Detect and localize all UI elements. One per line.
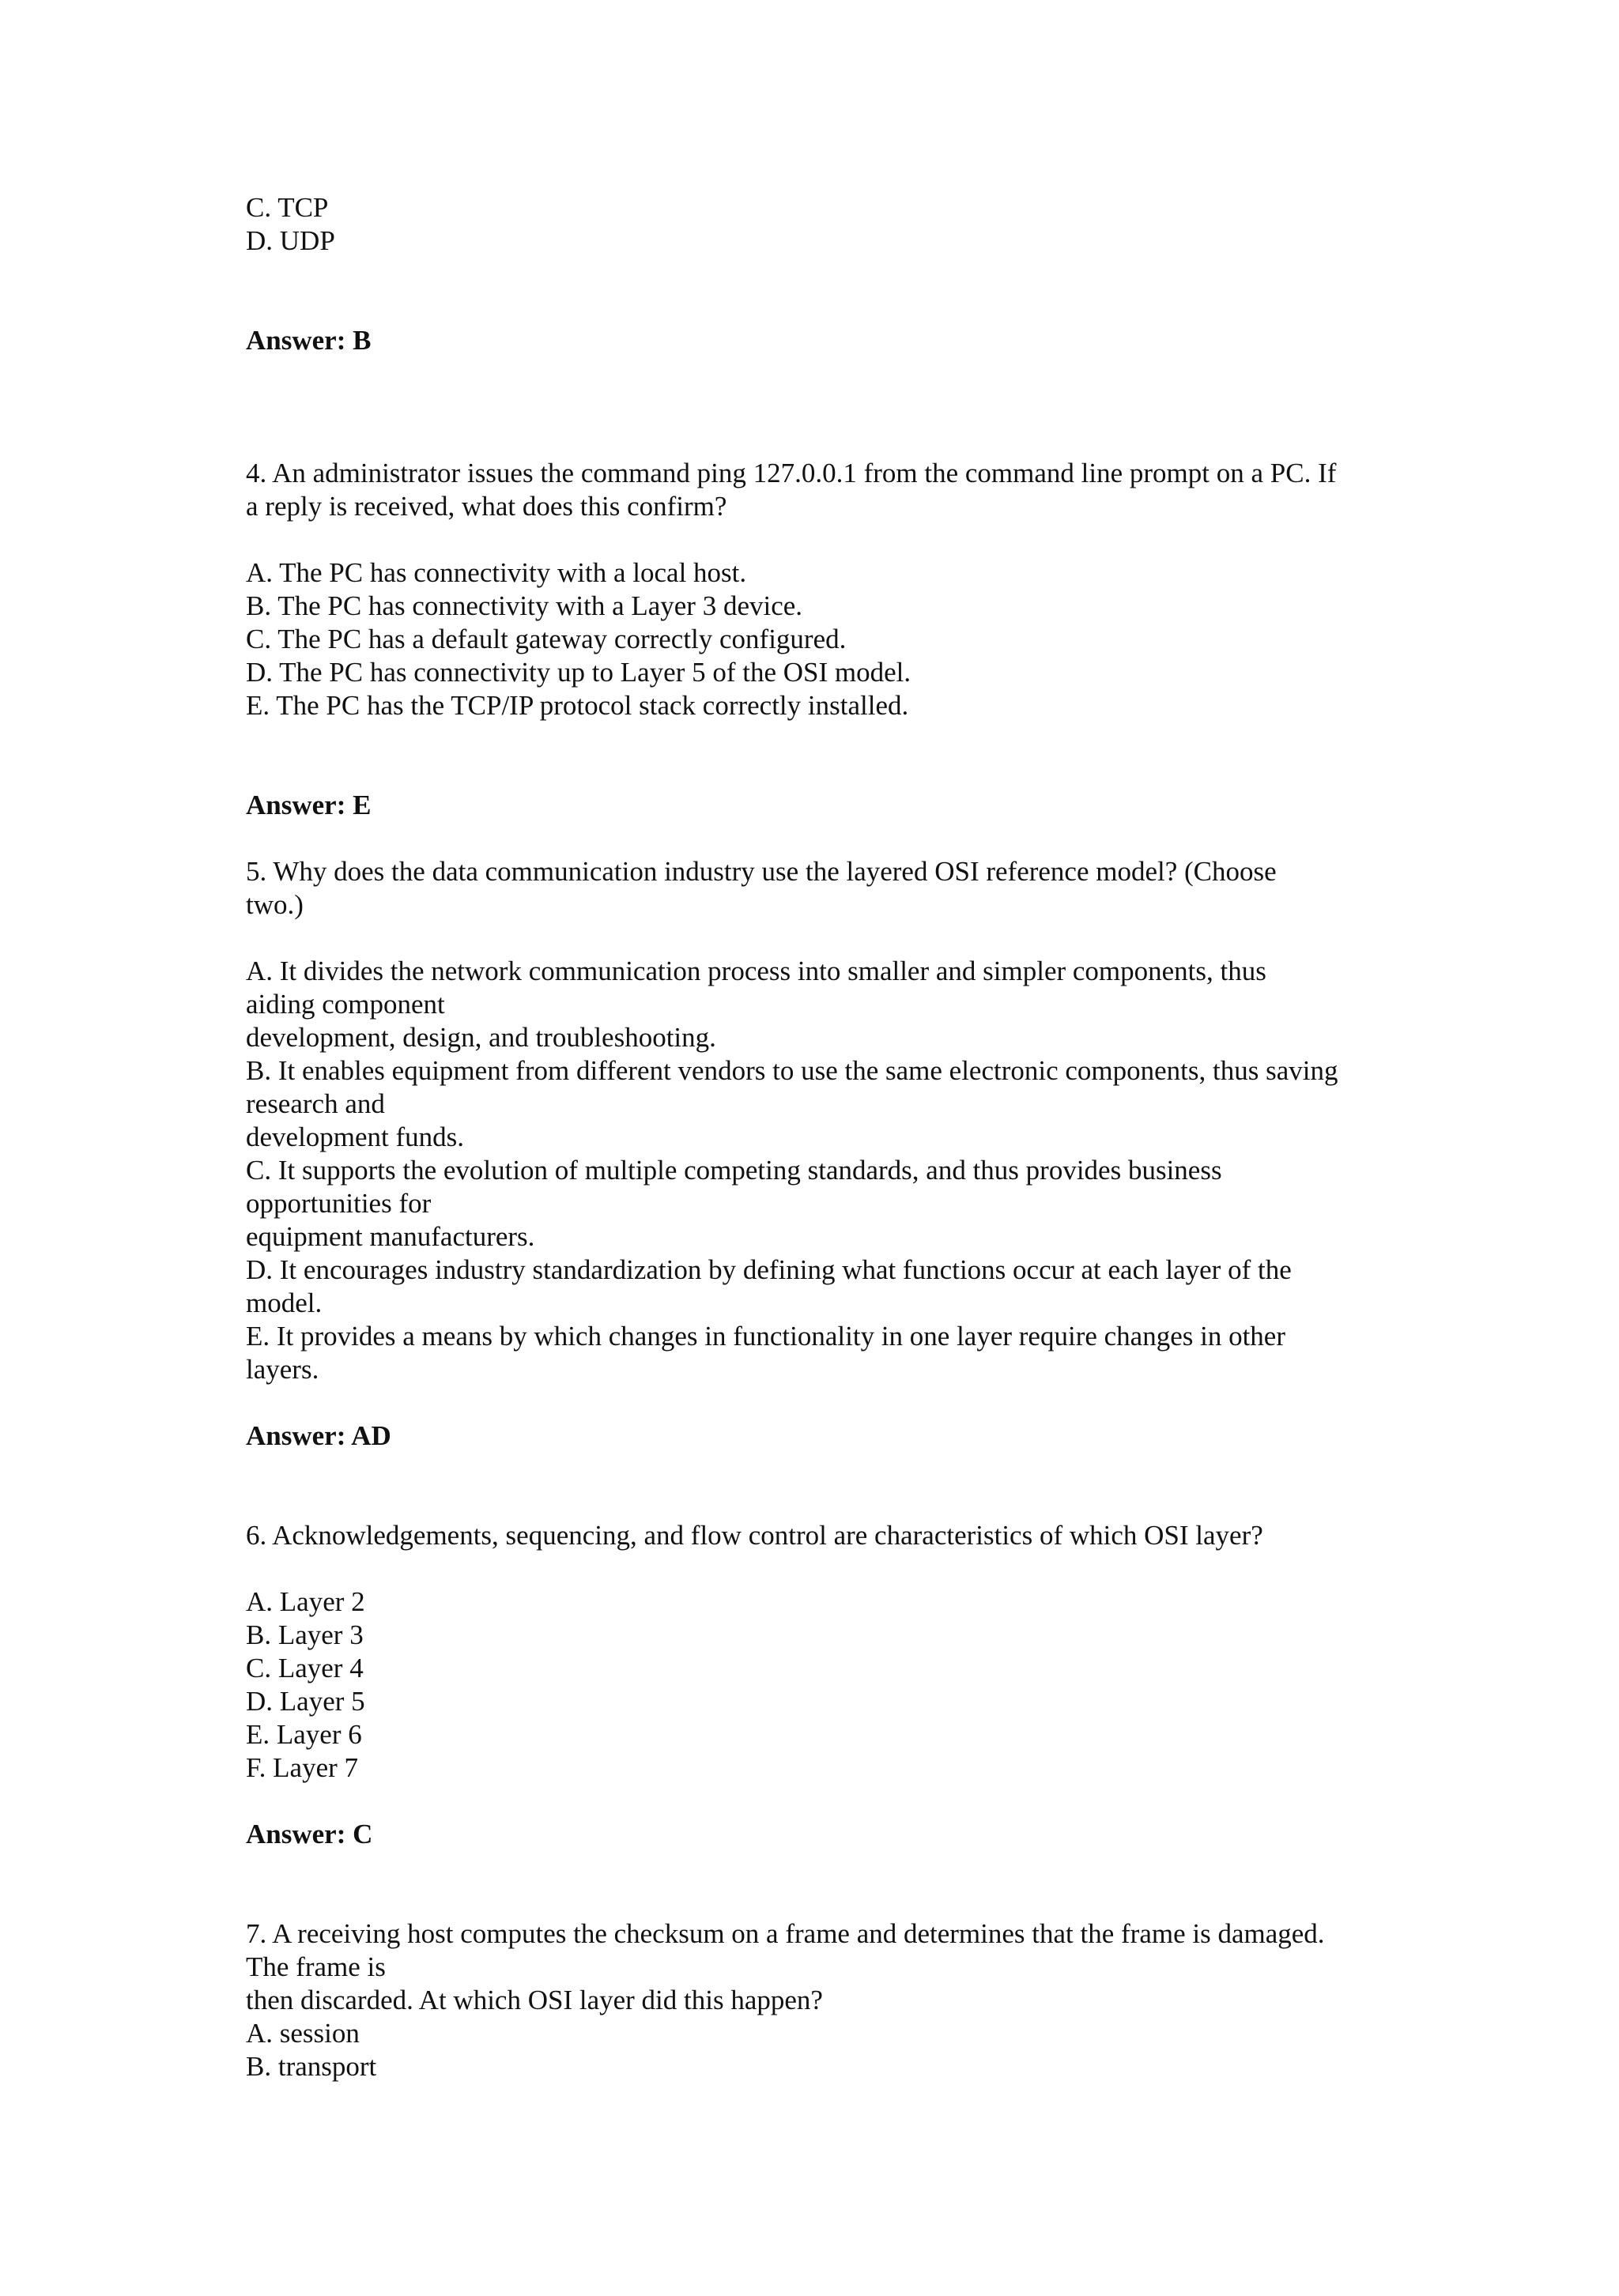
option-line: B. It enables equipment from different vendors to use the same electronic components, thus saving	[246, 1055, 1338, 1086]
question-line: 5. Why does the data communication industry use the layered OSI reference model? (Choose	[246, 856, 1277, 887]
question-line: 7. A receiving host computes the checksum on a frame and determines that the frame is damaged.	[246, 1918, 1325, 1949]
question-5-answer: Answer: AD	[246, 1420, 391, 1451]
option-line: B. transport	[246, 2051, 377, 2082]
question-4-text	[246, 457, 1400, 523]
question-6-answer: Answer: C	[246, 1819, 373, 1849]
option-line: equipment manufacturers.	[246, 1221, 535, 1252]
option-line: B. Layer 3	[246, 1619, 364, 1650]
question-4-options	[246, 556, 1400, 722]
option-line: E. Layer 6	[246, 1719, 362, 1750]
option-line: C. The PC has a default gateway correctly configured.	[246, 624, 847, 654]
option-line: A. Layer 2	[246, 1586, 365, 1617]
question-line: The frame is	[246, 1951, 386, 1982]
option-line: A. session	[246, 2018, 360, 2049]
option-line: E. The PC has the TCP/IP protocol stack correctly installed.	[246, 690, 909, 721]
option-line: F. Layer 7	[246, 1752, 359, 1783]
question-6-options	[246, 1585, 1400, 1785]
option-line: model.	[246, 1287, 323, 1318]
question-7-options	[246, 2017, 1400, 2083]
question-6-text	[246, 1519, 1400, 1552]
question-3-answer: Answer: B	[246, 325, 372, 356]
option-line: D. The PC has connectivity up to Layer 5 of the OSI model.	[246, 657, 911, 688]
option-line: D. It encourages industry standardization by defining what functions occur at each layer of the	[246, 1254, 1292, 1285]
option-line: C. It supports the evolution of multiple competing standards, and thus provides business	[246, 1155, 1222, 1186]
document-body	[246, 191, 1400, 2083]
option-line: A. The PC has connectivity with a local host.	[246, 557, 747, 588]
option-line: aiding component	[246, 989, 445, 1020]
question-line: two.)	[246, 889, 304, 920]
option-line: layers.	[246, 1354, 319, 1385]
question-3-options	[246, 191, 1400, 258]
option-line: A. It divides the network communication process into smaller and simpler components, thus	[246, 956, 1266, 986]
option-line: C. TCP	[246, 192, 329, 223]
option-line: B. The PC has connectivity with a Layer 3 device.	[246, 590, 803, 621]
option-line: E. It provides a means by which changes in functionality in one layer require changes in other	[246, 1321, 1285, 1352]
option-line: D. Layer 5	[246, 1686, 365, 1717]
option-line: research and	[246, 1088, 385, 1119]
question-line: 6. Acknowledgements, sequencing, and flow control are characteristics of which OSI layer?	[246, 1520, 1263, 1551]
option-line: D. UDP	[246, 225, 335, 256]
question-5-text	[246, 855, 1400, 922]
option-line: C. Layer 4	[246, 1653, 364, 1683]
question-5-options	[246, 955, 1400, 1386]
question-4-answer: Answer: E	[246, 790, 372, 820]
question-line: then discarded. At which OSI layer did this happen?	[246, 1985, 823, 2015]
question-line: a reply is received, what does this confirm?	[246, 491, 727, 522]
option-line: opportunities for	[246, 1188, 432, 1219]
option-line: development, design, and troubleshooting.	[246, 1022, 716, 1053]
option-line: development funds.	[246, 1122, 465, 1152]
question-line: 4. An administrator issues the command ping 127.0.0.1 from the command line prompt on a PC. If	[246, 458, 1337, 488]
question-7-text	[246, 1917, 1400, 2017]
